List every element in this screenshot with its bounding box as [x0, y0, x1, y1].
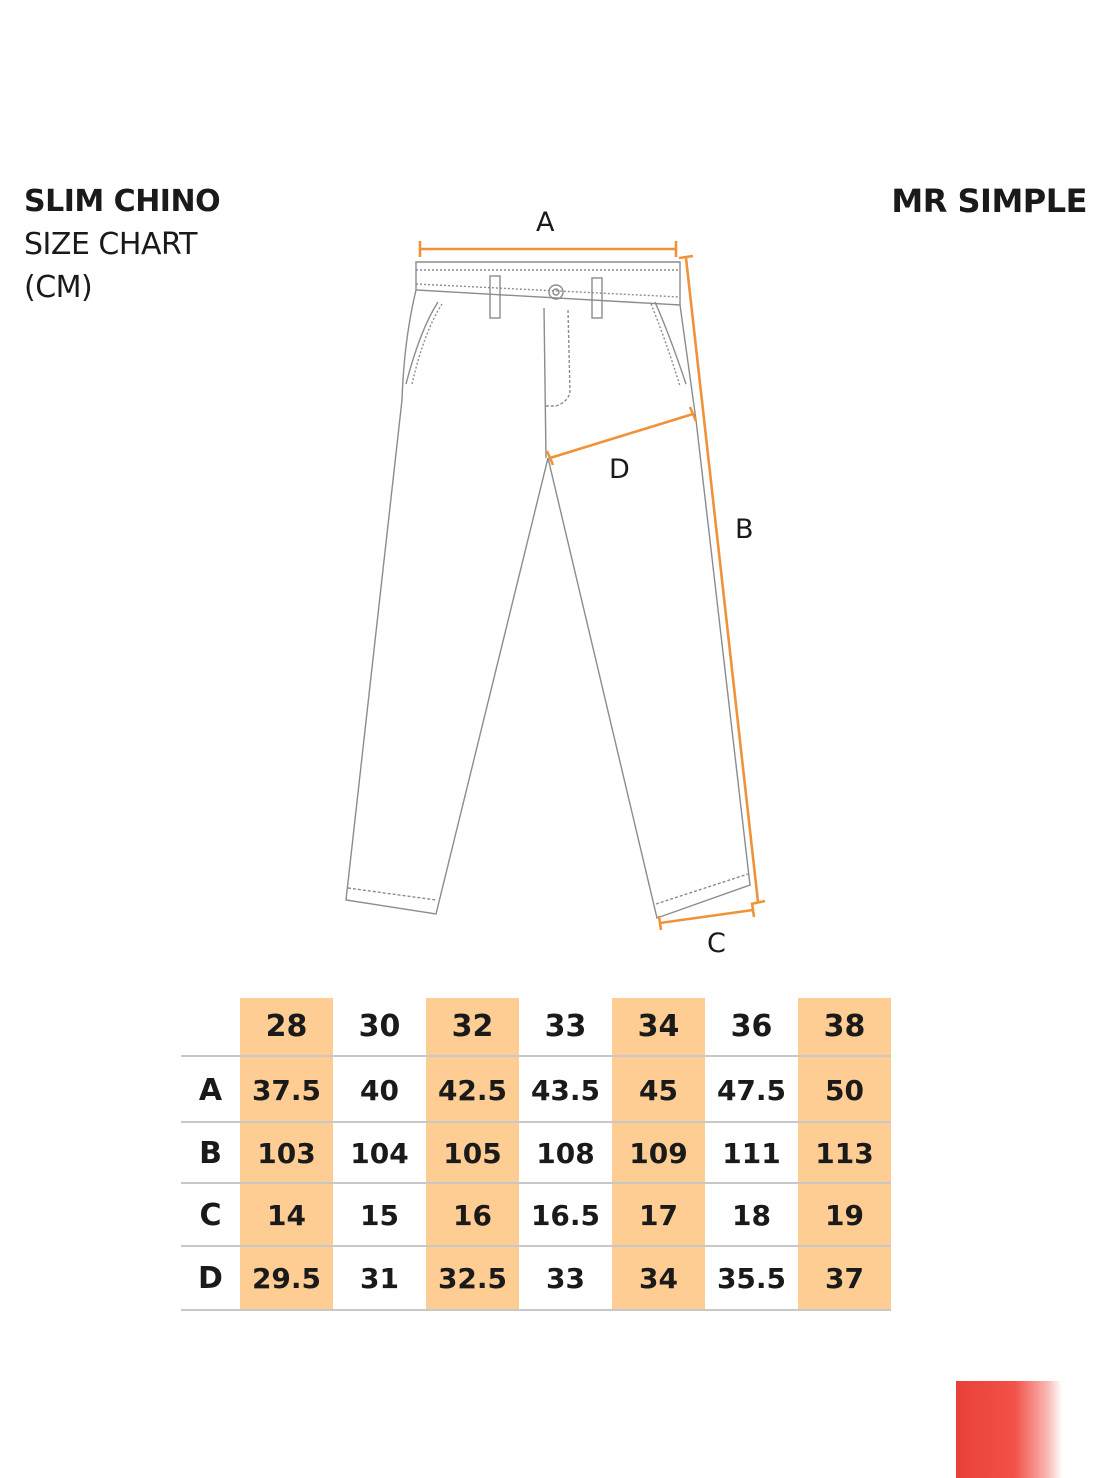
row-label: D [198, 1260, 223, 1296]
unit-label: (CM) [24, 270, 93, 305]
right-hem [656, 874, 748, 904]
table-row [181, 1121, 891, 1184]
size-col-30: 30 [358, 1009, 401, 1044]
size-table [181, 998, 891, 1310]
table-cell: 109 [612, 1123, 705, 1184]
table-cell: 15 [360, 1199, 399, 1232]
table-row [181, 1182, 891, 1247]
waistband [416, 262, 680, 305]
header-corner [181, 998, 240, 1055]
table-cell: 34 [612, 1247, 705, 1309]
table-cell: 103 [240, 1123, 333, 1184]
right-leg-outline [548, 305, 750, 918]
table-cell: 14 [240, 1184, 333, 1247]
table-cell: 108 [536, 1137, 595, 1170]
size-col-34: 34 [612, 998, 705, 1055]
table-cell: 42.5 [426, 1057, 519, 1123]
label-b: B [735, 514, 754, 545]
table-cell: 16.5 [530, 1199, 601, 1232]
table-row [181, 1055, 891, 1123]
table-cell: 47.5 [716, 1073, 787, 1107]
size-col-28: 28 [240, 998, 333, 1055]
waist-button [549, 285, 563, 299]
table-row [181, 1245, 891, 1311]
left-hem [348, 888, 436, 900]
table-cell: 37 [798, 1247, 891, 1309]
pants-outline [346, 262, 750, 918]
table-cell: 113 [798, 1123, 891, 1184]
table-cell: 19 [798, 1184, 891, 1247]
label-c: C [707, 928, 726, 959]
fly-seam [544, 308, 546, 458]
brand-name: MR SIMPLE [891, 182, 1087, 220]
measure-line-d [550, 414, 693, 458]
table-cell: 32.5 [426, 1247, 519, 1309]
table-cell: 40 [360, 1073, 399, 1107]
table-cell: 18 [732, 1199, 771, 1232]
row-label: A [198, 1072, 223, 1108]
label-d: D [609, 454, 630, 485]
belt-loop-left [490, 276, 500, 318]
table-cell: 29.5 [240, 1247, 333, 1309]
table-cell: 50 [798, 1057, 891, 1123]
size-header-row [181, 998, 891, 1055]
table-cell: 45 [612, 1057, 705, 1123]
table-cell: 105 [426, 1123, 519, 1184]
measurement-lines [420, 241, 765, 930]
chart-label: SIZE CHART [24, 227, 197, 262]
size-col-38: 38 [798, 998, 891, 1055]
table-cell: 17 [612, 1184, 705, 1247]
belt-loop-right [592, 278, 602, 318]
table-cell: 31 [360, 1261, 399, 1295]
table-cell: 37.5 [240, 1057, 333, 1123]
table-cell: 35.5 [716, 1261, 787, 1295]
table-cell: 111 [722, 1137, 781, 1170]
left-leg-outline [346, 290, 548, 914]
size-col-33: 33 [544, 1009, 587, 1044]
measure-line-b [686, 258, 758, 902]
table-cell: 33 [546, 1261, 585, 1295]
row-label: C [199, 1198, 222, 1233]
table-cell: 104 [350, 1137, 409, 1170]
size-col-36: 36 [730, 1009, 773, 1044]
product-name: SLIM CHINO [24, 184, 221, 219]
table-cell: 16 [426, 1184, 519, 1247]
table-cell: 43.5 [530, 1073, 601, 1107]
size-col-32: 32 [426, 998, 519, 1055]
label-a: A [536, 207, 555, 238]
corner-decoration [956, 1381, 1062, 1478]
row-label: B [199, 1136, 222, 1171]
